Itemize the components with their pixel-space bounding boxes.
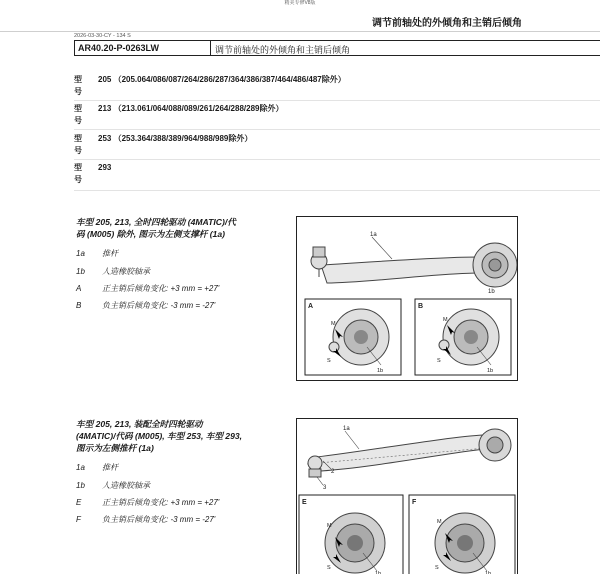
model-label: 型 号 — [74, 104, 82, 125]
date-code: 2026-03-30-CY - 134 S — [74, 33, 131, 39]
push-rod-awd-illustration — [297, 419, 517, 574]
model-label: 型 号 — [74, 75, 82, 96]
model-value: 293 — [98, 163, 112, 172]
model-label: 型 号 — [74, 134, 82, 155]
top-caption: 精美专修V8版 — [284, 0, 316, 6]
panel-e-letter: E — [302, 499, 307, 506]
model-label: 型 号 — [74, 163, 82, 184]
push-rod-figure — [296, 216, 518, 381]
panel-a-label-m: M — [331, 321, 336, 327]
model-row — [74, 74, 346, 98]
panel-b-label-1b: 1b — [487, 368, 494, 374]
legend-item: 1b 人造橡胶轴承 — [76, 481, 150, 490]
panel-e-label-s: S — [327, 565, 331, 571]
header-divider — [0, 31, 600, 32]
label-1b: 1b — [488, 289, 495, 295]
model-divider — [74, 190, 600, 191]
label-2: 2 — [331, 469, 335, 475]
panel-f-label-s: S — [435, 565, 439, 571]
panel-f-label-m: M — [437, 519, 442, 525]
push-rod-figure-awd — [296, 418, 518, 574]
push-rod-illustration — [297, 217, 517, 380]
panel-f-label-1b: 1b — [485, 571, 492, 574]
model-value: 205 （205.064/086/087/264/286/287/364/386/387/464/486/487除外） — [98, 75, 346, 84]
model-divider — [74, 129, 600, 130]
model-value: 253 （253.364/388/389/964/988/989除外） — [98, 134, 253, 143]
panel-b-label-s: S — [437, 358, 441, 364]
panel-b-letter: B — [418, 303, 424, 310]
label-1a: 1a — [343, 426, 350, 432]
model-row — [74, 103, 283, 127]
legend-item: 1b 人造橡胶轴承 — [76, 267, 150, 276]
push-rod-drawing — [311, 237, 517, 287]
section-heading: 车型 205, 213, 全时四轮驱动 (4MATIC)/代 码 (M005) 除外, 图示为左侧支撑杆 (1a) — [76, 217, 236, 239]
panel-a-label-s: S — [327, 358, 331, 364]
panel-b-label-m: M — [443, 317, 448, 323]
panel-a — [305, 299, 401, 375]
legend-item: B 负主销后倾角变化: -3 mm = -27' — [76, 301, 216, 310]
model-divider — [74, 159, 600, 160]
model-value: 213 （213.061/064/088/089/261/264/288/289除外） — [98, 104, 284, 113]
reference-title: 调节前轴处的外倾角和主销后倾角 — [215, 45, 351, 55]
section-heading: 车型 205, 213, 装配全时四轮驱动 (4MATIC)/代码 (M005), 车型 253, 车型 293, 图示为左侧推杆 (1a) — [76, 419, 243, 453]
panel-a-label-1b: 1b — [377, 368, 384, 374]
legend-item: A 正主销后倾角变化: +3 mm = +27' — [76, 284, 220, 293]
model-divider — [74, 100, 600, 101]
document-header-title: 调节前轴处的外倾角和主销后倾角 — [372, 18, 522, 29]
push-rod-awd-drawing — [307, 429, 511, 485]
panel-f — [409, 495, 515, 574]
panel-e-label-m: M — [327, 523, 332, 529]
legend-item: 1a 推杆 — [76, 463, 118, 472]
panel-e — [299, 495, 403, 574]
reference-row — [74, 40, 600, 56]
model-row — [74, 162, 111, 186]
legend-item: 1a 推杆 — [76, 249, 118, 258]
panel-e-label-1b: 1b — [375, 571, 382, 574]
model-row — [74, 133, 252, 157]
panel-b — [415, 299, 511, 375]
label-1a: 1a — [370, 232, 377, 238]
legend-item: F 负主销后倾角变化: -3 mm = -27' — [76, 515, 216, 524]
panel-f-letter: F — [412, 499, 417, 506]
panel-a-letter: A — [308, 303, 314, 310]
legend-item: E 正主销后倾角变化: +3 mm = +27' — [76, 498, 220, 507]
reference-code: AR40.20-P-0263LW — [75, 41, 211, 55]
label-3: 3 — [323, 485, 327, 491]
